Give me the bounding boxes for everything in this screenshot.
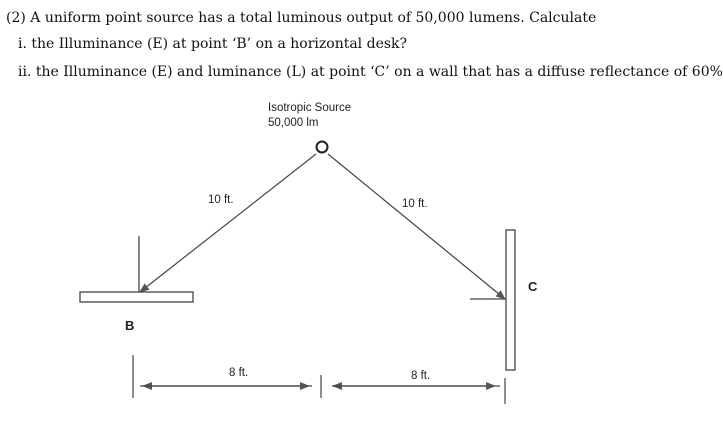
problem-part-1: i. the Illuminance (E) at point ‘B’ on a horizontal desk?	[18, 36, 408, 52]
source-label-line1: Isotropic Source	[268, 102, 352, 114]
source-label-line2: 50,000 lm	[268, 117, 319, 129]
problem-part-2: ii. the Illuminance (E) and luminance (L) at point ‘C’ on a wall that has a diffuse reflectance of 60%	[18, 64, 723, 80]
horizontal-desk	[80, 292, 193, 302]
left-horizontal-distance: 8 ft.	[229, 367, 249, 379]
point-b-label: B	[125, 318, 135, 333]
point-c-label: C	[528, 279, 538, 294]
ray-to-c	[328, 154, 505, 299]
vertical-wall	[506, 230, 515, 370]
problem-heading: (2) A uniform point source has a total luminous output of 50,000 lumens. Calculate	[6, 10, 597, 26]
right-ray-length: 10 ft.	[402, 198, 428, 210]
left-ray-length: 10 ft.	[208, 194, 234, 206]
ray-to-b	[140, 154, 316, 292]
point-source	[317, 142, 328, 153]
right-horizontal-distance: 8 ft.	[411, 370, 431, 382]
